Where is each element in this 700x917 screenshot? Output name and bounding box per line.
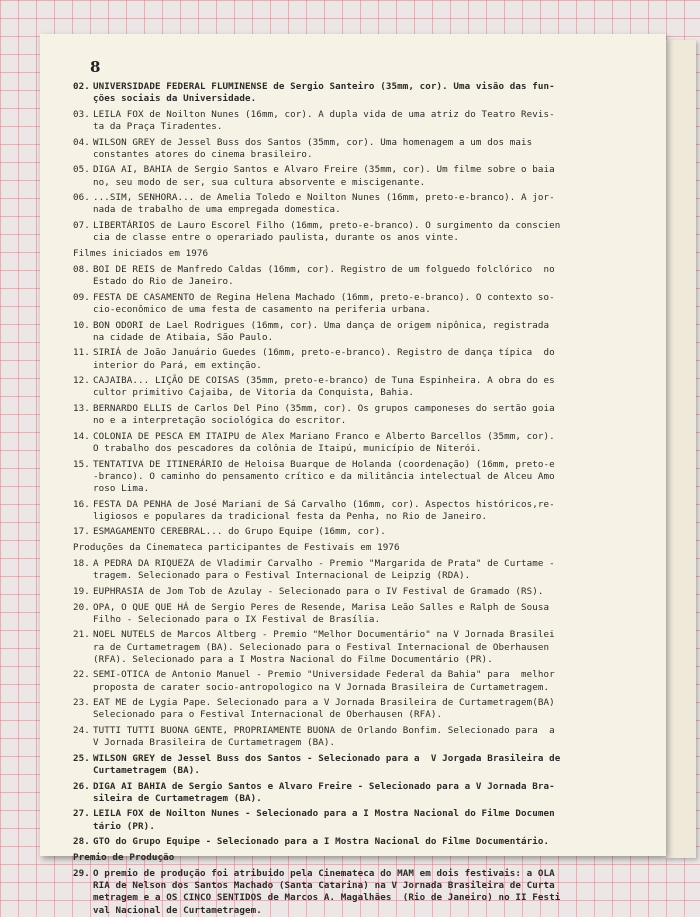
film-entry (73, 292, 658, 316)
entry-text: A PEDRA DA RIQUEZA de Vladimir Carvalho - Premio "Margarida de Prata" de Curtame - tragem. Selecionado para o Festival Internacional de Leipzig (RDA). (93, 558, 555, 582)
film-entry (73, 220, 658, 244)
entry-text: GTO do Grupo Equipe - Selecionado para a I Mostra Nacional do Filme Documentário. (93, 836, 550, 848)
film-entry (73, 526, 658, 538)
film-entry (73, 602, 658, 626)
entry-number: 19. (73, 585, 90, 597)
entry-text: FESTA DA PENHA de José Mariani de Sá Carvalho (16mm, cor). Aspectos históricos,re- ligiosos e populares da tradicional festa da Penha, no Rio de Janeiro. (93, 498, 555, 522)
entry-text: UNIVERSIDADE FEDERAL FLUMINENSE de Sergio Santeiro (35mm, cor). Uma visão das fun- ções sociais da Universidade. (93, 81, 555, 105)
films-completed-list (73, 81, 658, 244)
entry-number: 13. (73, 402, 90, 414)
film-entry (73, 669, 658, 693)
entry-number: 08. (73, 263, 90, 275)
entry-number: 24. (73, 724, 90, 736)
entry-number: 25. (73, 752, 90, 764)
film-entry (73, 808, 658, 832)
entry-number: 23. (73, 697, 90, 709)
film-entry (73, 781, 658, 805)
film-entry (73, 192, 658, 216)
entry-text: TENTATIVA DE ITINERÁRIO de Heloisa Buarque de Holanda (coordenação) (16mm, preto-e -branco). O caminho do pensamento crítico e da militância intelectual de Alceu Amo roso Lima. (93, 458, 555, 494)
film-entry (73, 431, 658, 455)
entry-text: LEILA FOX de Noilton Nunes - Selecionado para a I Mostra Nacional do Filme Documen tário (PR). (93, 808, 555, 832)
entry-number: 06. (73, 192, 90, 204)
entry-number: 29. (73, 867, 90, 879)
page-number: 8 (90, 58, 101, 76)
films-started-list (73, 264, 658, 539)
entry-text: DIGA AI BAHIA de Sergio Santos e Alvaro Freire - Selecionado para a V Jornada Bra- sileira de Curtametragem (BA). (93, 780, 555, 804)
entry-text: OPA, O QUE QUE HÁ de Sergio Peres de Resende, Marisa Leão Salles e Ralph de Sousa Filho - Selecionado para o IX Festival de Brasília. (93, 601, 550, 625)
film-entry (73, 499, 658, 523)
film-entry (73, 375, 658, 399)
production-prize-entry (73, 868, 658, 917)
entry-number: 14. (73, 430, 90, 442)
entry-number: 09. (73, 291, 90, 303)
entry-number: 10. (73, 319, 90, 331)
festival-productions-list (73, 558, 658, 848)
entry-number: 27. (73, 808, 90, 820)
document-page (40, 34, 666, 916)
entry-text: CAJAIBA... LIÇÃO DE COISAS (35mm, preto-e-branco) de Tuna Espinheira. A obra do es cultor primitivo Cajaiba, de Vitoria da Conquista, Bahia. (93, 375, 555, 399)
film-entry (73, 320, 658, 344)
film-entry (73, 697, 658, 721)
entry-number: 22. (73, 669, 90, 681)
section-heading-festival-productions: Produções da Cinemateca participantes de Festivais em 1976 (73, 541, 400, 553)
entry-text: COLONIA DE PESCA EM ITAIPU de Alex Mariano Franco e Alberto Barcellos (35mm, cor). O trabalho dos pescadores da colônia de Itaipú, município de Niterói. (93, 430, 555, 454)
entry-text: BON ODORI de Lael Rodrigues (16mm, cor). Uma dança de origem nipônica, registrada na cidade de Atibaia, São Paulo. (93, 319, 550, 343)
entry-number: 15. (73, 458, 90, 470)
film-entry (73, 347, 658, 371)
film-entry (73, 109, 658, 133)
entry-number: 21. (73, 629, 90, 641)
entry-text: WILSON GREY de Jessel Buss dos Santos (35mm, cor). Uma homenagem a um dos mais constantes atores do cinema brasileiro. (93, 136, 533, 160)
entry-number: 11. (73, 347, 90, 359)
section-heading-production-prize: Premio de Produção (73, 851, 175, 863)
film-entry (73, 629, 658, 666)
film-entry (73, 137, 658, 161)
entry-number: 04. (73, 136, 90, 148)
entry-text: EAT ME de Lygia Pape. Selecionado para a V Jornada Brasileira de Curtametragem(BA) Selecionado para o Festival Internacional de Oberhausen (RFA). (93, 697, 555, 721)
entry-text: BOI DE REIS de Manfredo Caldas (16mm, cor). Registro de um folguedo folclórico no Estado do Rio de Janeiro. (93, 263, 555, 288)
entry-text: WILSON GREY de Jessel Buss dos Santos - Selecionado para a V Jorgada Brasileira de Curtametragem (BA). (93, 752, 561, 776)
entry-text: EUPHRASIA de Jom Tob de Azulay - Selecionado para o IV Festival de Gramado (RS). (93, 585, 544, 597)
entry-number: 03. (73, 108, 90, 120)
film-entry (73, 459, 658, 496)
entry-text: LIBERTÁRIOS de Lauro Escorel Filho (16mm, preto-e-branco). O surgimento da conscien cia de classe entre o operariado paulista, durante os anos vinte. (93, 219, 561, 244)
film-entry (73, 725, 658, 749)
entry-number: 05. (73, 164, 90, 176)
entry-text: DIGA AI, BAHIA de Sergio Santos e Alvaro Freire (35mm, cor). Um filme sobre o baia no, seu modo de ser, sua cultura absorvente e miscigenante. (93, 164, 555, 188)
entry-number: 18. (73, 558, 90, 570)
film-entry (73, 836, 658, 848)
entry-number: 17. (73, 526, 90, 538)
entry-number: 07. (73, 219, 90, 231)
film-entry (73, 753, 658, 777)
entry-text: NOEL NUTELS de Marcos Altberg - Premio "Melhor Documentário" na V Jornada Brasilei ra de Curtametragem (BA). Selecionado para o Festival Internacional de Oberhausen (RFA). Selecionado para a I Mostra Nacional do Filme Documentário (PR). (93, 629, 555, 665)
film-entry (73, 403, 658, 427)
entry-text: ...SIM, SENHORA... de Amelia Toledo e Noilton Nunes (16mm, preto-e-branco). A jor- nada de trabalho de uma empregada domestica. (93, 192, 555, 216)
film-entry (73, 264, 658, 288)
entry-number: 02. (73, 81, 90, 92)
document-body (73, 81, 658, 917)
entry-text: ESMAGAMENTO CEREBRAL... do Grupo Equipe (16mm, cor). (93, 526, 386, 538)
section-heading-films-started: Filmes iniciados em 1976 (73, 247, 209, 259)
entry-text: BERNARDO ELLIS de Carlos Del Pino (35mm, cor). Os grupos camponeses do sertão goia no e a interpretação sociológica do escritor. (93, 402, 555, 427)
entry-number: 12. (73, 375, 90, 387)
entry-number: 28. (73, 836, 90, 848)
entry-number: 20. (73, 601, 90, 613)
entry-text: O premio de produção foi atribuido pela Cinemateca do MAM em dois festivais: a OLA RIA de Nelson dos Santos Machado (Santa Catarina) na V Jornada Brasileira de Curta metragem e a OS CINCO SENTIDOS de Marcos A. Magalhães (Rio de Janeiro) no II Festi val Nacional de Curtametragem. (93, 867, 561, 916)
entry-number: 16. (73, 498, 90, 510)
entry-text: LEILA FOX de Noilton Nunes (16mm, cor). A dupla vida de uma atriz do Teatro Revis- ta da Praça Tiradentes. (93, 108, 555, 132)
entry-text: TUTTI TUTTI BUONA GENTE, PROPRIAMENTE BUONA de Orlando Bonfim. Selecionado para a V Jornada Brasileira de Curtametragem (BA). (93, 724, 555, 749)
film-entry (73, 164, 658, 188)
film-entry (73, 81, 658, 105)
film-entry (73, 586, 658, 598)
film-entry (73, 558, 658, 582)
underlying-page-edge (666, 40, 696, 858)
entry-text: FESTA DE CASAMENTO de Regina Helena Machado (16mm, preto-e-branco). O contexto so- cio-econômico de uma festa de casamento na periferia urbana. (93, 291, 555, 315)
entry-text: SEMI-OTICA de Antonio Manuel - Premio "Universidade Federal da Bahia" para melhor proposta de carater socio-antropologico na V Jornada Brasileira de Curtametragem. (93, 669, 555, 693)
entry-number: 26. (73, 780, 90, 792)
entry-text: SIRIÁ de João Januário Guedes (16mm, preto-e-branco). Registro de dança típica do interior do Pará, em extinção. (93, 347, 555, 371)
